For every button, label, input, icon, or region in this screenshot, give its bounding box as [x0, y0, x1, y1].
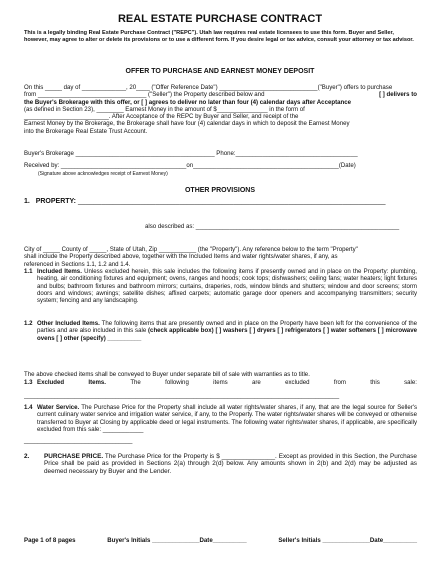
section-number: 1.1: [24, 268, 33, 275]
offer-text: _________________________. After Acceptance of the REPC by Buyer and Seller, and receipt of the: [24, 113, 299, 121]
seller-initials-field[interactable]: Seller's Initials ______________Date__________: [278, 537, 417, 544]
section-number: 2.: [24, 453, 30, 460]
section-body: The Purchase Price for the Property shall include all water rights/water shares, if any, that are the legal source for Seller's current culinary water service and irrigation water service, if any, to the Property. The water rights/water shares will be conveyed or otherwise transferred to Buyer at Closing by applicable deed or legal instruments. The following water rights/water shares, if applicable, are specifically excluded from this sale: ____________: [37, 404, 417, 433]
section-1-1: [24, 268, 417, 304]
section-text: [37, 268, 417, 304]
section-2: [24, 453, 417, 475]
disclaimer: This is a legally binding Real Estate Purchase Contract ("REPC"). Utah law requires real estate licensees to use this form. Buyer and Seller, however, may agree to alter or delete its provisions or to use a different form. If you desire legal or tax advice, consult your attorney or tax advisor.: [24, 30, 414, 44]
word: this: [370, 379, 380, 386]
document-title: REAL ESTATE PURCHASE CONTRACT: [117, 13, 323, 25]
offer-text: into the Brokerage Real Estate Trust Account.: [24, 127, 148, 135]
section-title: PURCHASE PRICE.: [44, 453, 104, 460]
offer-paragraph: [24, 84, 417, 135]
section-number: 1.: [24, 198, 30, 205]
section-number: 1.4: [24, 404, 33, 411]
offer-text: On this _____ day of _____________, 20____ ("Offer Reference Date") _____________________________("Buyer") offers to purchase: [24, 84, 393, 91]
check-note: (check applicable box): [148, 327, 214, 335]
word: from: [333, 379, 346, 386]
section-body: Unless excluded herein, this sale includes the following items if presently owned and in place on the Property: plumbing, heating, air conditioning fixtures and equipment; ovens, ranges and hoods; cook tops; dishwashers; ceiling fans; water heaters; light fixtures and bulbs; bathroom fixtures and bathroom mirrors; curtains, draperies, rods, window blinds and shutters; window and door screens; storm doors and windows; awnings; satellite dishes; affixed carpets; automatic garage door openers and accompanying transmitters; security system; fencing and any landscaping.: [37, 268, 418, 305]
delivers-checkbox-label[interactable]: [ ] delivers to: [379, 91, 417, 99]
word: following: [165, 379, 189, 386]
city-text: shall include the Property described above, together with the Included Items and water rights/water shares, if any, as: [24, 253, 338, 261]
section-body: The following items that are presently owned and in place on the Property have been left for the convenience of the parties and are also included in this sale: [37, 320, 417, 335]
section-text: [37, 404, 417, 433]
word: excluded: [285, 379, 310, 386]
property-label: PROPERTY:: [35, 198, 77, 205]
property-row: [24, 198, 417, 205]
offer-text: Earnest Money by the Brokerage, the Brokerage shall have four (4) calendar days in which to deposit the Earnest Money: [24, 120, 350, 128]
brokerage-field[interactable]: Buyer's Brokerage _________________________________________ Phone:____________________________________: [24, 150, 358, 157]
city-text: City of _____ County of _____, State of Utah, Zip ___________ (the "Property"). Any reference below to the term "Property": [24, 246, 358, 253]
received-by-field[interactable]: Received by: _____________________________________on___________________________________________(Date): [24, 162, 356, 169]
city-paragraph: [24, 246, 417, 268]
section-title: Included Items.: [37, 268, 82, 275]
section-number: 1.3: [24, 379, 33, 386]
also-described-field[interactable]: also described as: ____________________________________________________________: [145, 223, 400, 230]
section-text: [37, 320, 417, 342]
page-footer: [24, 537, 417, 544]
section-body: The Purchase Price for the Property is $ _______________. Except as provided in this Section, the Purchase Price shall be paid as provided in Sections 2(a) through 2(d) below. Any amounts shown in 2(b) and 2(d) may be adjusted as deemed necessary by Buyer and the Lender.: [44, 453, 417, 475]
page-prefix: Page: [24, 537, 39, 544]
page-total: 8: [52, 537, 57, 544]
section-title: Water Service.: [37, 404, 80, 411]
water-excluded-line[interactable]: ________________________________: [24, 437, 133, 444]
page-number: 1: [40, 537, 44, 544]
other-provisions-heading: OTHER PROVISIONS: [184, 187, 255, 194]
offer-text: from ________________________________ ("Seller") the Property described below and: [24, 91, 265, 99]
city-text: referenced in Sections 1.1, 1.2 and 1.4.: [24, 260, 131, 268]
page-of: of: [45, 537, 52, 544]
excluded-items-line[interactable]: _____________________________________________________________________________________________: [24, 392, 340, 399]
section-1-3: [24, 379, 417, 386]
section-text: [37, 379, 417, 386]
signature-note: (Signature above acknowledges receipt of Earnest Money): [38, 171, 168, 177]
offer-line: [24, 91, 417, 98]
offer-heading: OFFER TO PURCHASE AND EARNEST MONEY DEPOSIT: [125, 68, 315, 75]
section-1-4: [24, 404, 417, 433]
section-text: [44, 453, 417, 475]
section-number: 1.2: [24, 320, 33, 327]
section-title: Excluded: [37, 379, 65, 386]
offer-text: (as defined in Section 23), ________ Earnest Money in the amount of $_______________ in the form of: [24, 105, 305, 113]
page-indicator: [24, 537, 76, 544]
section-1-2: [24, 320, 417, 342]
word: items: [213, 379, 228, 386]
offer-line: [24, 84, 417, 91]
word: The: [130, 379, 141, 386]
word: sale:: [404, 379, 417, 386]
conveyed-text: The above checked items shall be conveyed to Buyer under separate bill of sale with warranties as to title.: [24, 371, 310, 378]
property-input-line[interactable]: _______________________________________________________________________________: [77, 198, 386, 205]
word: are: [252, 379, 261, 386]
included-items-checkboxes[interactable]: [ ] washers [ ] dryers [ ] refrigerators [ ] water softeners [ ] microwave ovens [ ] other (specify) __________: [37, 327, 417, 342]
section-title: Other Included Items.: [37, 320, 100, 327]
buyer-initials-field[interactable]: Buyer's Initials ______________Date__________: [107, 537, 247, 544]
section-title: Items.: [88, 379, 107, 386]
offer-text: the Buyer's Brokerage with this offer, or [ ] agrees to deliver no later than four (4) calendar days after Acceptance: [24, 98, 351, 106]
page-suffix: pages: [57, 537, 76, 544]
